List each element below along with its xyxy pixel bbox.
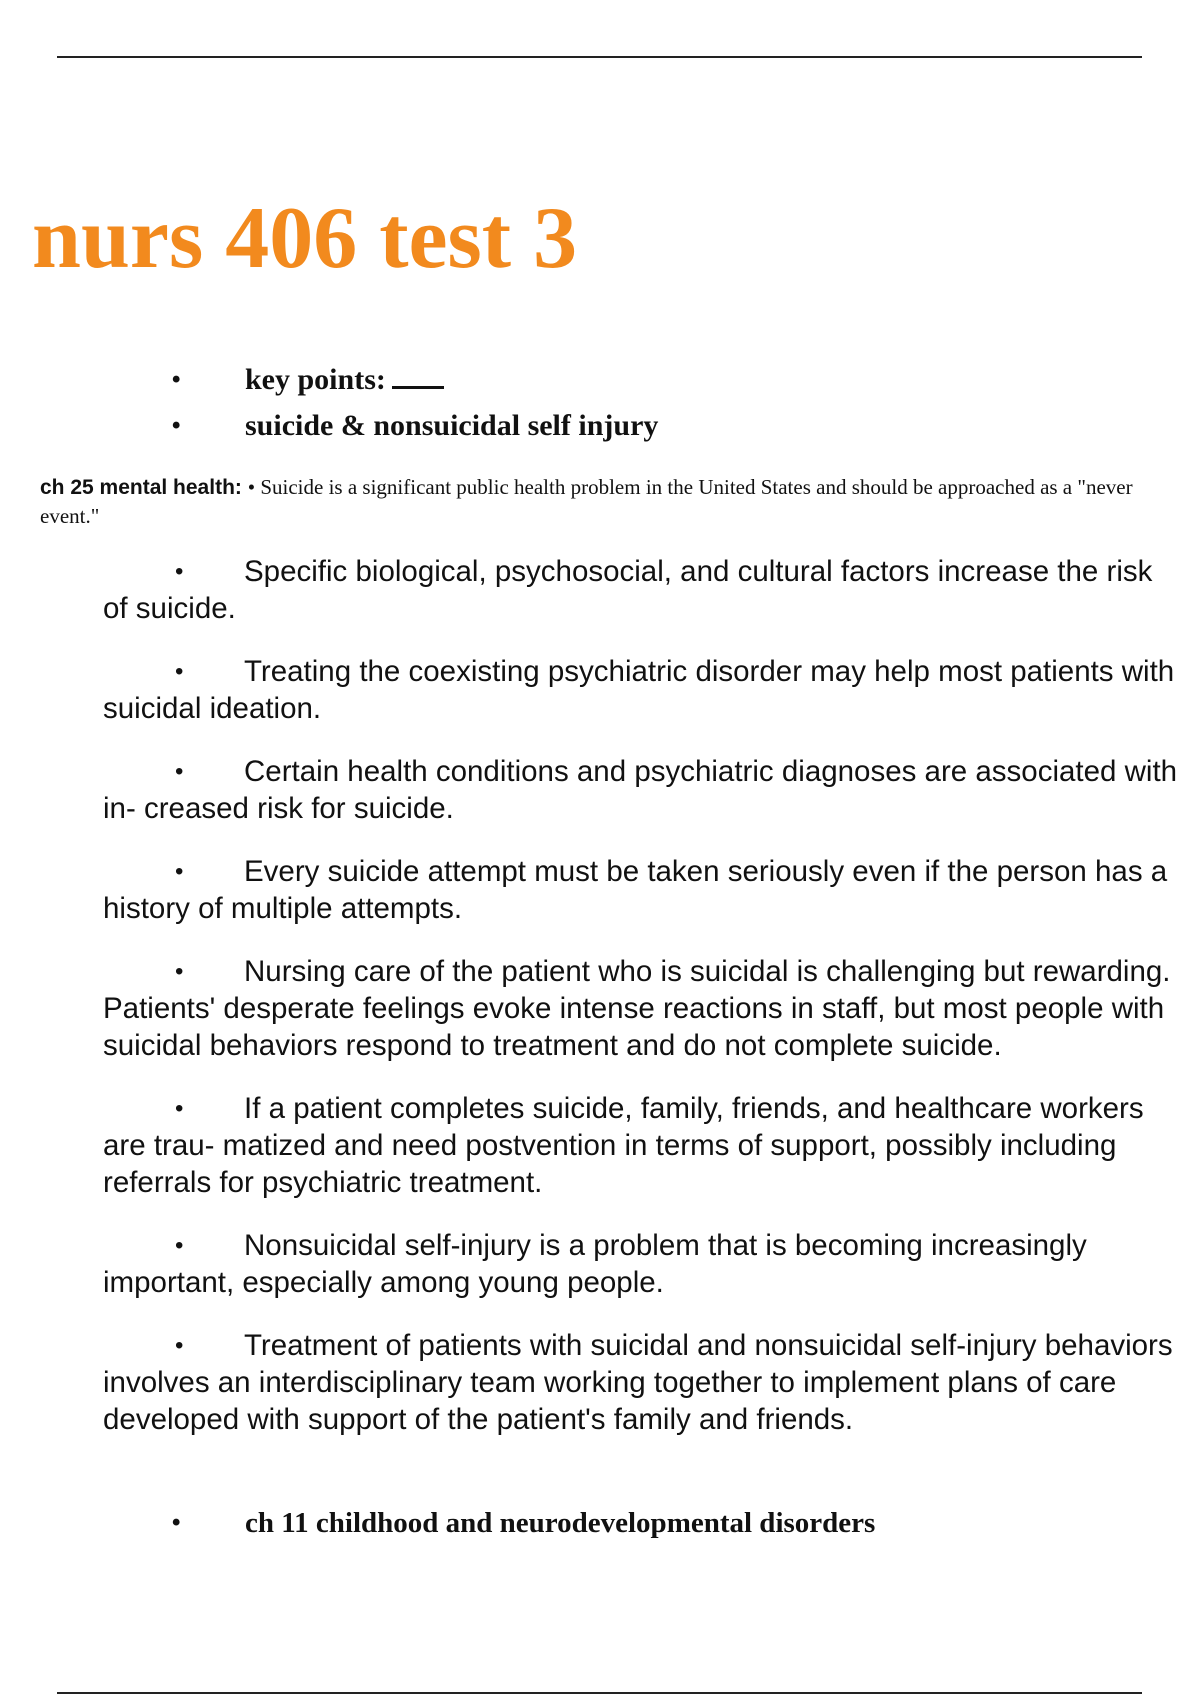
bullet-icon: • <box>172 412 181 439</box>
next-section-item <box>0 1503 1200 1543</box>
list-item <box>0 653 1200 727</box>
list-item <box>0 360 1200 406</box>
document-title: nurs 406 test 3 <box>32 190 578 287</box>
key-point-text: Nursing care of the patient who is suicidal is challenging but rewarding. Patients' desperate feelings evoke intense reactions in staff, but most people with suicidal behaviors respond to treatment and do not complete suicide. <box>103 955 1171 1062</box>
bullet-icon: • <box>175 758 184 785</box>
key-point-text: Certain health conditions and psychiatric diagnoses are associated with in- creased risk for suicide. <box>103 755 1178 825</box>
bullet-icon: • <box>175 1095 184 1122</box>
next-section-heading: ch 11 childhood and neurodevelopmental disorders <box>245 1507 876 1539</box>
key-points-label <box>245 360 444 400</box>
key-point-text: Treating the coexisting psychiatric disorder may help most patients with suicidal ideation. <box>103 655 1175 725</box>
bullet-icon: • <box>175 858 184 885</box>
key-point-text: Every suicide attempt must be taken seriously even if the person has a history of multiple attempts. <box>103 855 1168 925</box>
bullet-icon: • <box>172 1509 181 1536</box>
top-rule <box>57 56 1142 58</box>
list-item <box>0 1227 1200 1301</box>
bottom-rule <box>57 1692 1142 1694</box>
bullet-icon: • <box>175 1332 184 1359</box>
bullet-icon: • <box>175 1232 184 1259</box>
list-item <box>0 853 1200 927</box>
blank-line <box>392 362 444 389</box>
chapter-label: ch 25 mental health: <box>40 476 242 499</box>
list-item <box>0 753 1200 827</box>
topic-heading: suicide & nonsuicidal self injury <box>245 409 659 442</box>
key-point-text: Specific biological, psychosocial, and cultural factors increase the risk of suicide. <box>103 555 1153 625</box>
list-item <box>0 1090 1200 1201</box>
key-point-text: If a patient completes suicide, family, friends, and healthcare workers are trau- matized and need postvention in terms of support, possibly including referrals for psychiatric treatment. <box>103 1092 1144 1199</box>
key-points-list <box>0 553 1200 1464</box>
list-item <box>0 953 1200 1064</box>
chapter-intro <box>40 473 1190 531</box>
bullet-icon: • <box>175 558 184 585</box>
key-point-text: Treatment of patients with suicidal and nonsuicidal self-injury behaviors involves an interdisciplinary team working together to implement plans of care developed with support of the patient's family and friends. <box>103 1329 1173 1436</box>
list-item <box>0 1327 1200 1438</box>
bullet-icon: • <box>172 366 181 393</box>
list-item <box>0 406 1200 452</box>
key-point-text: Nonsuicidal self-injury is a problem that is becoming increasingly important, especially among young people. <box>103 1229 1087 1299</box>
header-bullet-list <box>0 360 1200 452</box>
bullet-icon: • <box>175 958 184 985</box>
list-item <box>0 553 1200 627</box>
chapter-intro-text: • Suicide is a significant public health problem in the United States and should be approached as a "never event." <box>40 475 1133 528</box>
bullet-icon: • <box>175 658 184 685</box>
key-points-text: key points: <box>245 363 386 396</box>
